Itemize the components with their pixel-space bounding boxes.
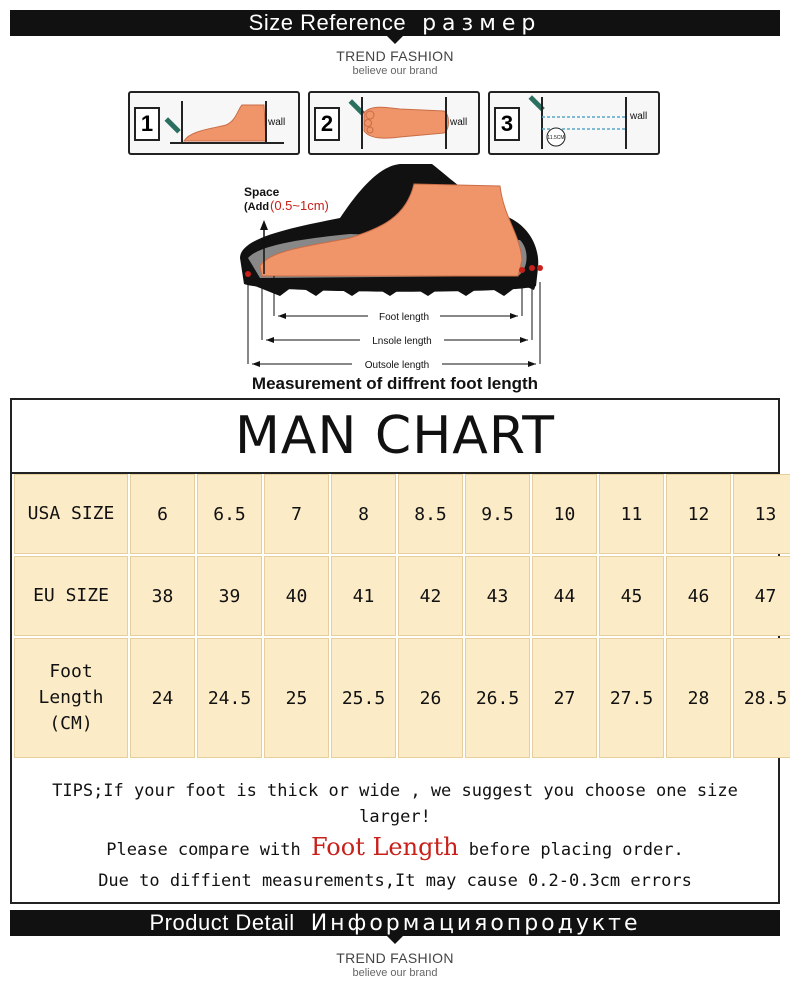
row-label-line: Length [38,687,104,708]
eu-size-cell: 38 [130,556,195,636]
compare-suffix: before placing order. [458,840,684,860]
step-1-box [128,91,300,155]
row-label-foot-length [14,638,128,758]
usa-size-cell: 13 [733,474,790,554]
brand-slogan: believe our brand [352,967,438,979]
step-2-box [308,91,480,155]
usa-size-cell: 6.5 [197,474,262,554]
foot-length-cell: 27.5 [599,638,664,758]
banner-title-ru: размер [422,10,542,36]
foot-length-cell: 26.5 [465,638,530,758]
product-detail-banner [10,910,780,936]
svg-text:Foot length: Foot length [378,312,430,323]
svg-text:Lnsole length: Lnsole length [372,336,432,347]
step-2-number: 2 [314,107,340,141]
banner-title-en: Product Detail [149,910,295,935]
eu-size-cell: 46 [666,556,731,636]
foot-length-cell: 28 [666,638,731,758]
compare-prefix: Please compare with [106,840,311,860]
errors-line: Due to diffient measurements,It may cause 0.2-0.3cm errors [98,871,692,891]
svg-text:11.5CM: 11.5CM [547,135,565,141]
diagram-caption: Measurement of diffrent foot length [251,374,539,393]
usa-size-cell: 10 [532,474,597,554]
eu-size-cell: 44 [532,556,597,636]
tips-line: TIPS;If your foot is thick or wide , we suggest you choose one size larger! [52,781,738,827]
eu-size-cell: 43 [465,556,530,636]
foot-length-cell: 27 [532,638,597,758]
tips-section [12,762,778,902]
eu-size-cell: 47 [733,556,790,636]
usa-size-cell: 11 [599,474,664,554]
row-label-usa: USA SIZE [14,474,128,554]
step-3-box [488,91,660,155]
svg-text:(0.5~1cm): (0.5~1cm) [270,198,329,213]
foot-length-cell: 28.5 [733,638,790,758]
size-table [12,474,788,758]
chart-title: MAN CHART [12,400,778,474]
foot-length-cell: 24.5 [197,638,262,758]
banner-title-ru: Информацияопродукте [310,910,641,936]
svg-text:wall: wall [268,117,286,128]
row-label-eu: EU SIZE [14,556,128,636]
usa-size-cell: 9.5 [465,474,530,554]
brand-slogan: believe our brand [352,65,438,77]
brand-bottom [0,950,790,979]
svg-text:Space: Space [244,185,280,199]
brand-name: TREND FASHION [336,48,454,64]
size-reference-banner [10,10,780,36]
eu-size-cell: 41 [331,556,396,636]
ruler-icon [520,95,654,151]
svg-text:Outsole length: Outsole length [364,360,430,371]
brand-top [0,48,790,77]
usa-size-cell: 6 [130,474,195,554]
foot-length-highlight: Foot Length [310,833,459,861]
usa-size-cell: 8.5 [398,474,463,554]
svg-text:wall: wall [450,117,468,128]
row-label-line: Foot [49,661,93,682]
usa-size-cell: 12 [666,474,731,554]
svg-text:wall: wall [630,111,648,122]
foot-in-shoe-diagram [200,158,600,398]
step-3-number: 3 [494,107,520,141]
usa-size-cell: 8 [331,474,396,554]
brand-name: TREND FASHION [336,950,454,966]
eu-size-cell: 45 [599,556,664,636]
foot-length-cell: 24 [130,638,195,758]
banner-title-en: Size Reference [248,10,407,35]
eu-size-cell: 42 [398,556,463,636]
svg-text:(Add: (Add [244,201,270,213]
row-label-line: (CM) [49,713,93,734]
compare-line [12,834,778,863]
foot-length-cell: 25.5 [331,638,396,758]
eu-size-cell: 40 [264,556,329,636]
usa-size-cell: 7 [264,474,329,554]
foot-length-cell: 25 [264,638,329,758]
eu-size-cell: 39 [197,556,262,636]
foot-top-icon [340,95,474,151]
banner-notch [387,936,403,944]
step-1-number: 1 [134,107,160,141]
foot-side-icon [160,95,294,151]
foot-length-cell: 26 [398,638,463,758]
man-size-chart [10,398,788,904]
banner-notch [387,36,403,44]
measurement-diagram [10,86,780,398]
